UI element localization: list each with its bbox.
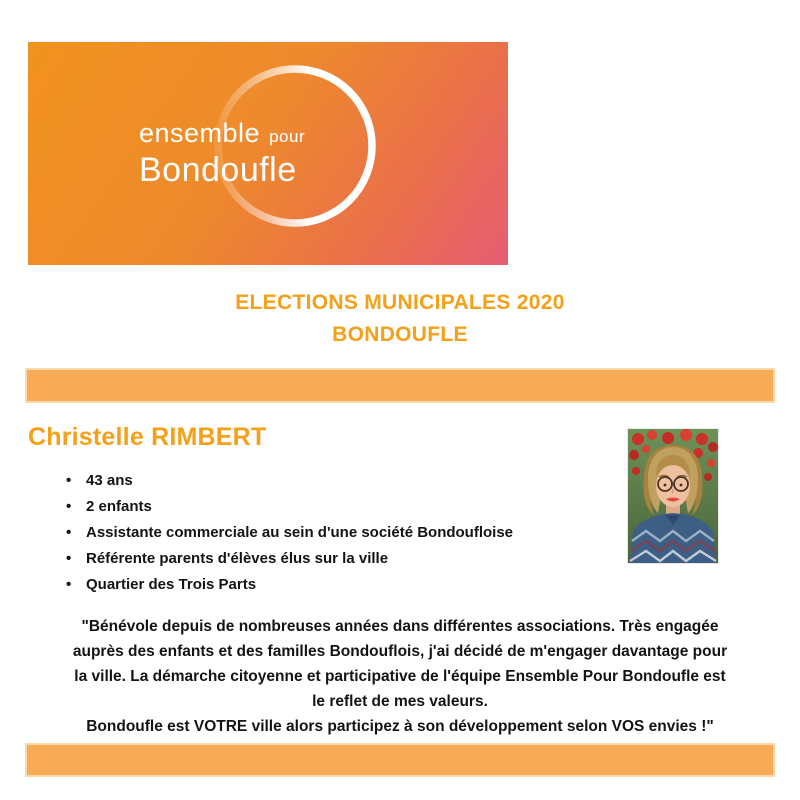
list-item: [62, 494, 513, 520]
detail-text: Quartier des Trois Parts: [86, 576, 257, 593]
list-item: [62, 546, 513, 572]
list-item: [62, 468, 513, 494]
logo-word-ensemble: ensemble: [139, 118, 261, 148]
bullet-icon: •: [66, 550, 72, 567]
title-line-1: ELECTIONS MUNICIPALES 2020: [235, 291, 565, 314]
quote-line: Bondoufle est VOTRE ville alors participez à son développement selon VOS envies !": [86, 718, 714, 735]
logo-word-pour: pour: [269, 127, 306, 146]
divider-bar-bottom: [25, 743, 775, 777]
detail-text: Assistante commerciale au sein d'une société Bondoufloise: [86, 524, 514, 541]
detail-text: 43 ans: [86, 472, 133, 489]
title-line-2: BONDOUFLE: [332, 323, 468, 346]
candidate-quote: [28, 614, 772, 739]
logo-word-bondoufle: Bondoufle: [139, 151, 297, 189]
bullet-icon: •: [66, 524, 72, 541]
quote-line: auprès des enfants et des familles Bondouflois, j'ai décidé de m'engager davantage pour: [72, 643, 728, 660]
candidate-name: Christelle RIMBERT: [28, 423, 267, 451]
bullet-icon: •: [66, 472, 72, 489]
candidate-photo: [628, 429, 718, 563]
detail-text: Référente parents d'élèves élus sur la ville: [86, 550, 389, 567]
logo-line-ensemble-pour: [139, 118, 305, 149]
bullet-icon: •: [66, 498, 72, 515]
quote-line: le reflet de mes valeurs.: [312, 693, 488, 710]
bullet-icon: •: [66, 576, 72, 593]
detail-text: 2 enfants: [86, 498, 152, 515]
candidate-details-list: [62, 468, 513, 598]
portrait-illustration: [628, 429, 718, 563]
list-item: [62, 572, 513, 598]
quote-line: "Bénévole depuis de nombreuses années dans différentes associations. Très engagée: [81, 618, 719, 635]
divider-bar-top: [25, 368, 775, 403]
list-item: [62, 520, 513, 546]
logo-text: [139, 118, 305, 190]
quote-line: la ville. La démarche citoyenne et participative de l'équipe Ensemble Pour Bondoufle est: [74, 668, 726, 685]
page-title: [0, 287, 800, 351]
logo-banner: [28, 42, 508, 265]
